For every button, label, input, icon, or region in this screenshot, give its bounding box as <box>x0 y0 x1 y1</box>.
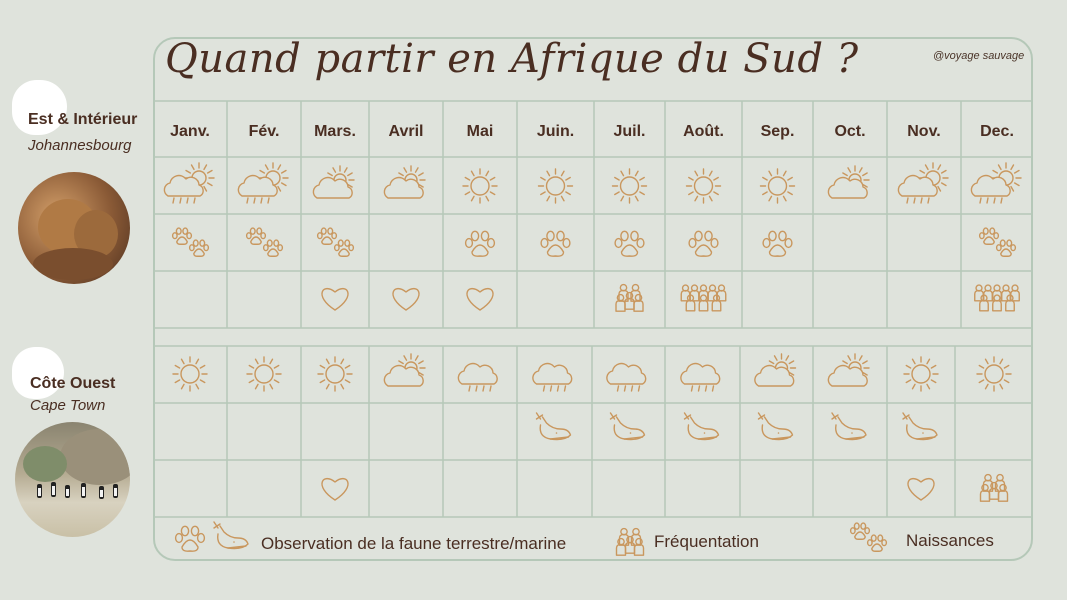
crowd-small-icon <box>617 529 644 556</box>
month-header: Mars. <box>314 123 356 140</box>
small-paws-icon <box>851 523 887 551</box>
heart-icon <box>322 479 348 500</box>
month-header: Avril <box>388 123 424 140</box>
author-handle: @voyage sauvage <box>933 50 1025 62</box>
heart-icon <box>322 289 348 310</box>
small-paws-icon <box>980 228 1016 256</box>
whale-icon <box>903 413 937 440</box>
month-header: Fév. <box>248 123 280 140</box>
sun-cloud-icon <box>384 354 425 386</box>
whale-icon <box>537 413 571 440</box>
whale-icon <box>214 522 248 549</box>
month-header: Juil. <box>613 123 646 140</box>
paw-icon <box>689 231 718 256</box>
region-city-east: Johannesbourg <box>28 137 132 154</box>
crowd-small-icon <box>981 475 1008 502</box>
rain-sun-icon <box>164 163 214 203</box>
penguin-photo <box>15 422 130 537</box>
sun-cloud-icon <box>828 166 869 198</box>
sun-icon <box>687 169 721 203</box>
month-header: Août. <box>683 123 724 140</box>
region-name-west: Côte Ouest <box>30 375 116 392</box>
legend-crowd-label: Fréquentation <box>654 532 759 551</box>
legend-wildlife-label: Observation de la faune terrestre/marine <box>261 534 567 553</box>
page-title: Quand partir en Afrique du Sud ? <box>165 36 859 82</box>
month-header: Dec. <box>980 123 1014 140</box>
crowd-large-icon <box>975 285 1020 311</box>
whale-icon <box>832 413 866 440</box>
heart-icon <box>393 289 419 310</box>
month-header: Janv. <box>170 123 210 140</box>
heart-icon <box>908 479 934 500</box>
rain-cloud-icon <box>533 363 572 391</box>
sun-icon <box>613 169 647 203</box>
sun-icon <box>761 169 795 203</box>
paw-icon <box>615 231 644 256</box>
sun-icon <box>318 357 352 391</box>
sun-cloud-icon <box>755 354 796 386</box>
sun-icon <box>173 357 207 391</box>
paw-icon <box>466 231 495 256</box>
whale-icon <box>611 413 645 440</box>
paw-icon <box>176 526 205 551</box>
rain-sun-icon <box>971 163 1021 203</box>
month-header: Sep. <box>760 123 795 140</box>
sun-icon <box>247 357 281 391</box>
lion-photo <box>18 172 130 284</box>
month-header: Juin. <box>536 123 575 140</box>
small-paws-icon <box>173 228 209 256</box>
heart-icon <box>467 289 493 310</box>
month-header: Oct. <box>834 123 866 140</box>
paw-icon <box>541 231 570 256</box>
rain-cloud-icon <box>458 363 497 391</box>
rain-cloud-icon <box>607 363 646 391</box>
sun-cloud-icon <box>313 166 354 198</box>
sun-cloud-icon <box>384 166 425 198</box>
small-paws-icon <box>318 228 354 256</box>
legend-births-label: Naissances <box>906 531 994 550</box>
crowd-small-icon <box>616 285 643 312</box>
rain-sun-icon <box>898 163 948 203</box>
paw-icon <box>763 231 792 256</box>
whale-icon <box>685 413 719 440</box>
whale-icon <box>759 413 793 440</box>
sun-icon <box>904 357 938 391</box>
small-paws-icon <box>247 228 283 256</box>
region-city-west: Cape Town <box>30 397 106 414</box>
sun-icon <box>977 357 1011 391</box>
crowd-large-icon <box>681 285 726 311</box>
month-header: Nov. <box>907 123 941 140</box>
sun-icon <box>539 169 573 203</box>
sun-cloud-icon <box>828 354 869 386</box>
region-name-east: Est & Intérieur <box>28 111 138 128</box>
sun-icon <box>463 169 497 203</box>
month-header: Mai <box>466 123 494 140</box>
rain-cloud-icon <box>681 363 720 391</box>
rain-sun-icon <box>238 163 288 203</box>
